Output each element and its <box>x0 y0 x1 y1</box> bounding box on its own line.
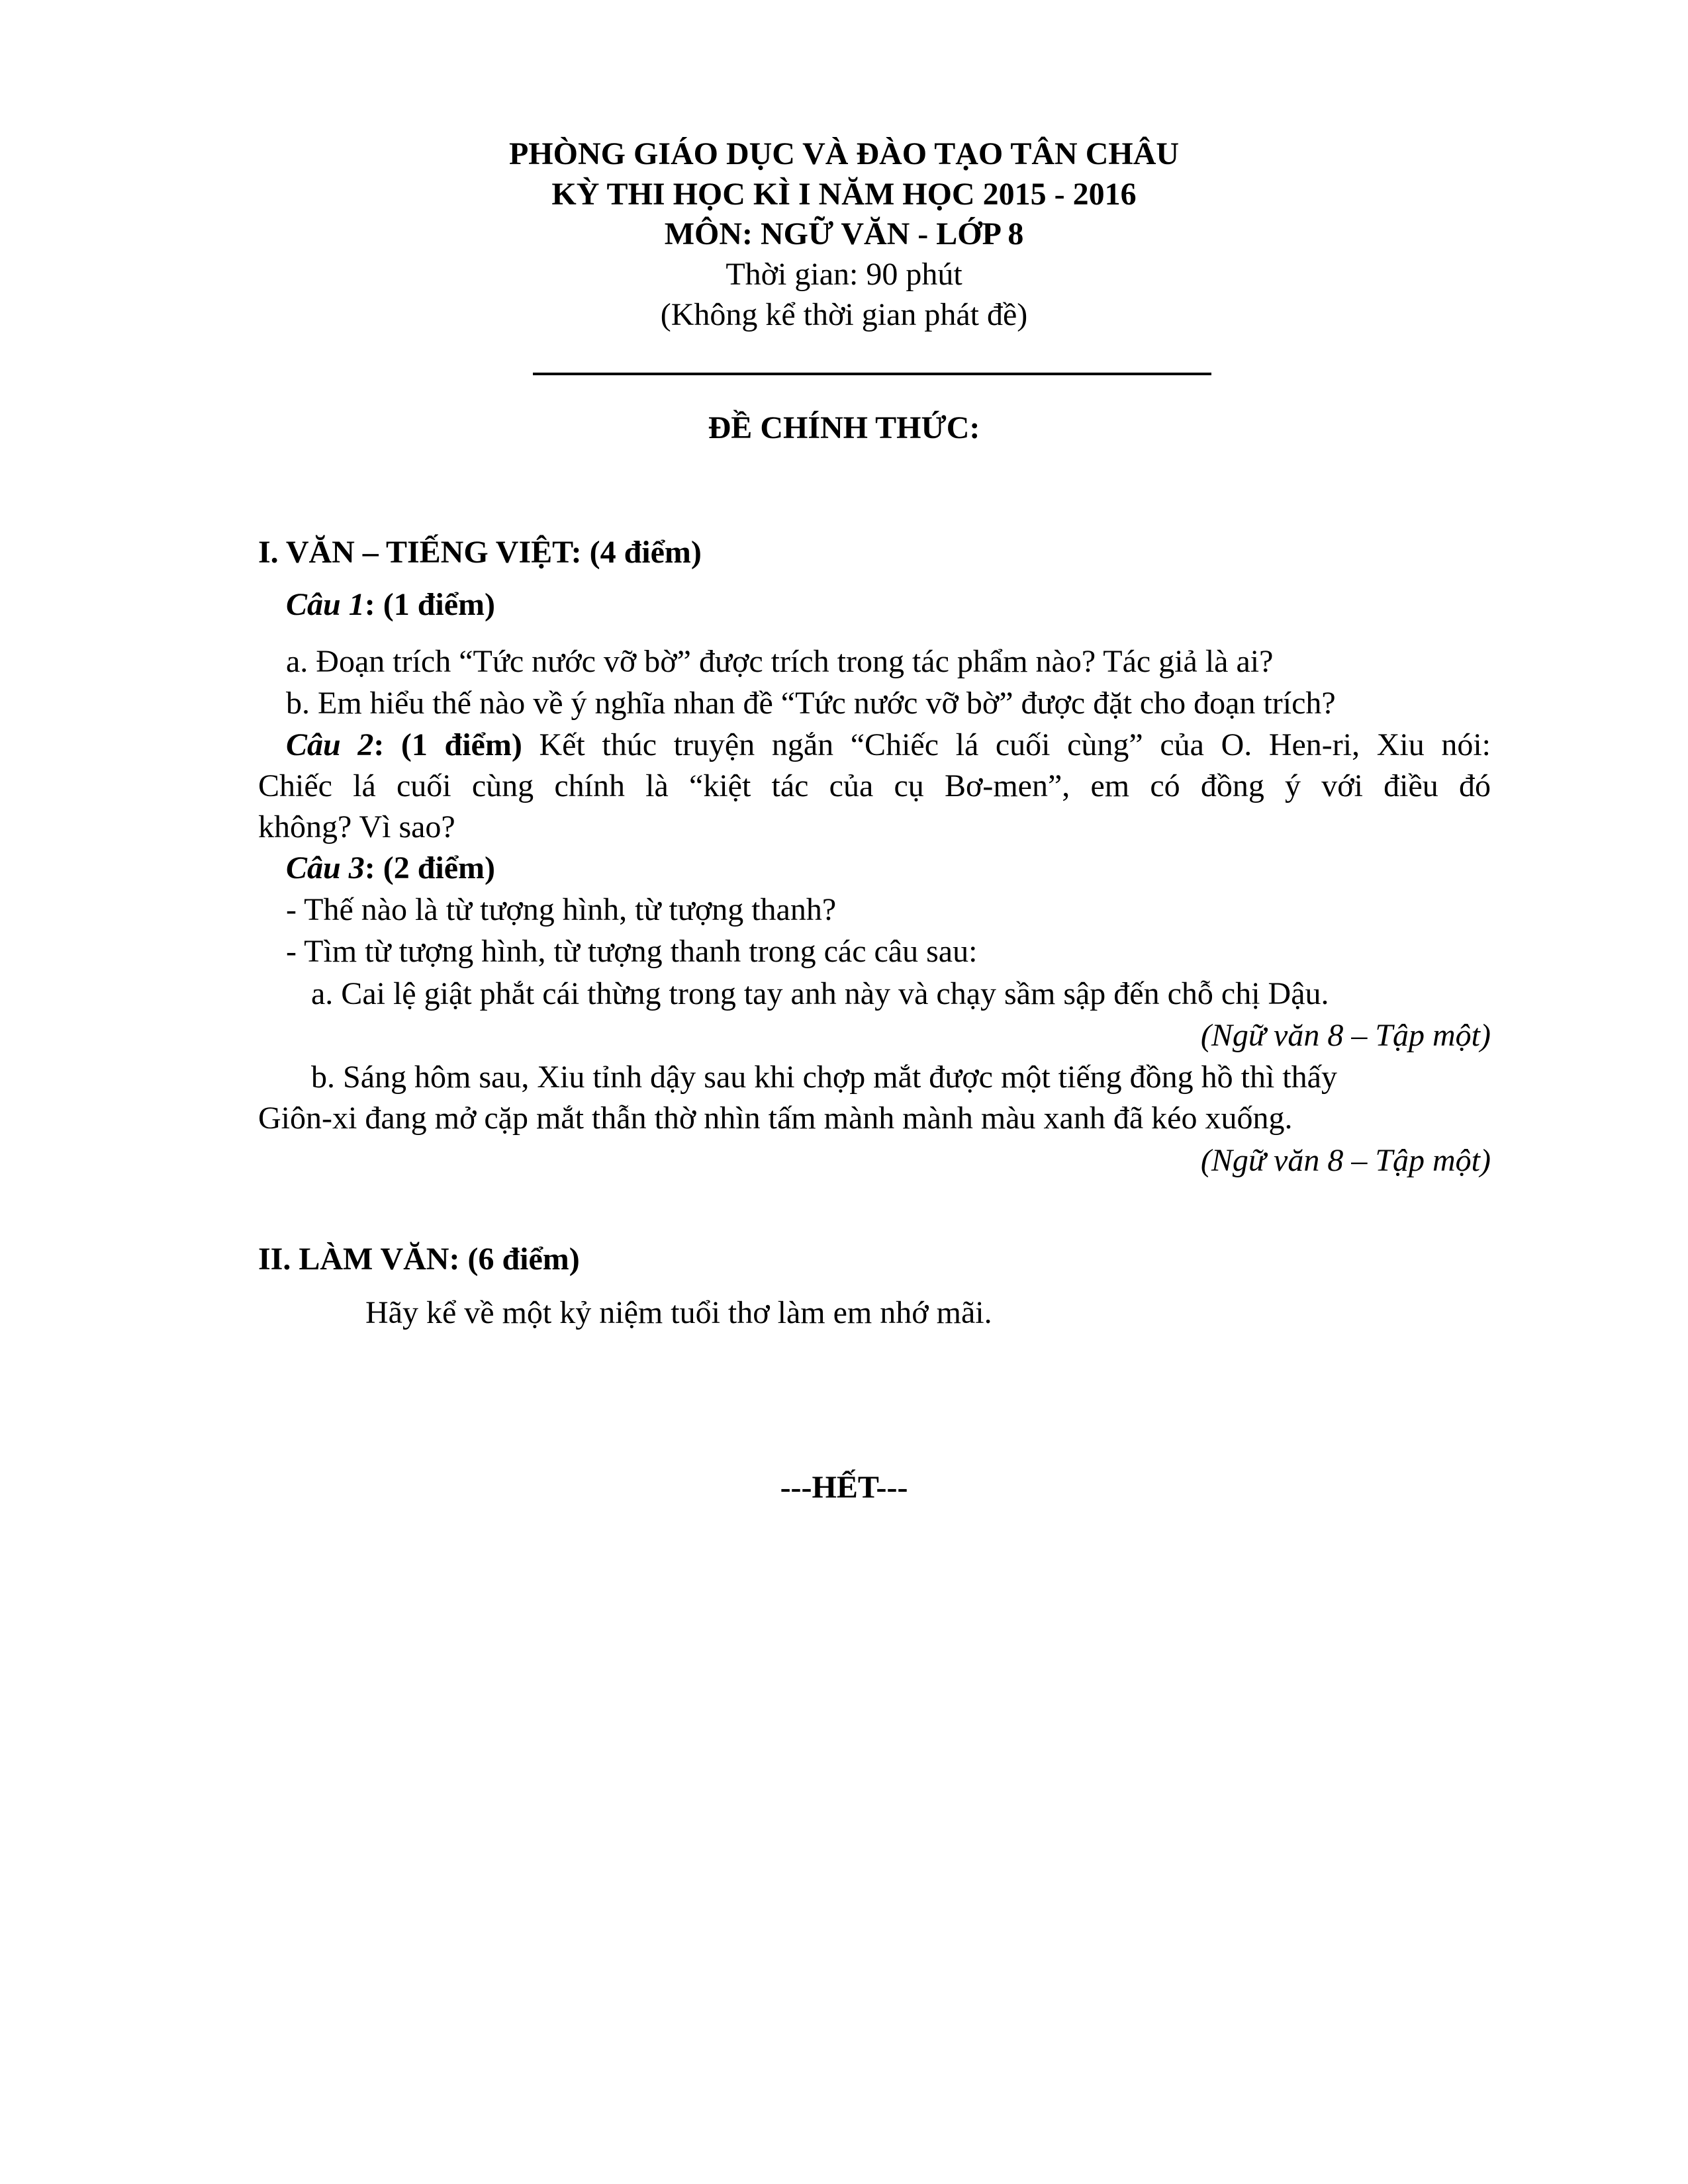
duration-note: (Không kể thời gian phát đề) <box>660 297 1028 332</box>
question-3-label: Câu 3 <box>286 850 365 886</box>
section-2-heading: II. LÀM VĂN: (6 điểm) <box>258 1242 580 1277</box>
essay-prompt: Hãy kể về một kỷ niệm tuổi thơ làm em nhớ mãi. <box>365 1295 992 1330</box>
question-3a: a. Cai lệ giật phắt cái thừng trong tay anh này và chạy sầm sập đến chỗ chị Dậu. <box>311 976 1329 1011</box>
question-2-label: Câu 2 <box>286 727 374 762</box>
question-3-heading <box>286 848 495 888</box>
question-2-text-1: Kết thúc truyện ngắn “Chiếc lá cuối cùng” của O. Hen-ri, Xiu nói: <box>522 727 1491 762</box>
question-2-points: : (1 điểm) <box>373 727 522 762</box>
question-3-points: : (2 điểm) <box>364 850 495 886</box>
question-3-item-1: - Thế nào là từ tượng hình, từ tượng thanh? <box>286 892 837 927</box>
question-1-heading <box>286 585 495 625</box>
subject-title: MÔN: NGỮ VĂN - LỚP 8 <box>664 216 1024 251</box>
department-title: PHÒNG GIÁO DỤC VÀ ĐÀO TẠO TÂN CHÂU <box>508 136 1180 171</box>
question-3b-source: (Ngữ văn 8 – Tập một) <box>1200 1143 1491 1178</box>
question-1a: a. Đoạn trích “Tức nước vỡ bờ” được trích trong tác phẩm nào? Tác giả là ai? <box>286 644 1274 679</box>
question-1-label: Câu 1 <box>286 587 365 622</box>
question-2-line-3: không? Vì sao? <box>258 809 455 844</box>
question-1-points: : (1 điểm) <box>364 587 495 622</box>
question-3-item-2: - Tìm từ tượng hình, từ tượng thanh trong các câu sau: <box>286 934 978 969</box>
exam-duration: Thời gian: 90 phút <box>726 257 962 292</box>
question-2-line-1 <box>258 725 1491 766</box>
end-marker: ---HẾT--- <box>780 1470 908 1505</box>
question-3b-line-2: Giôn-xi đang mở cặp mắt thẫn thờ nhìn tấm mành mành màu xanh đã kéo xuống. <box>258 1101 1293 1136</box>
question-3a-source: (Ngữ văn 8 – Tập một) <box>1200 1018 1491 1053</box>
question-2-block <box>258 725 1491 848</box>
exam-title: KỲ THI HỌC KÌ I NĂM HỌC 2015 - 2016 <box>551 177 1137 212</box>
section-1-heading: I. VĂN – TIẾNG VIỆT: (4 điểm) <box>258 535 702 570</box>
question-3b-line-1: b. Sáng hôm sau, Xiu tỉnh dậy sau khi chợp mắt được một tiếng đồng hồ thì thấy <box>311 1060 1337 1095</box>
question-2-line-2: Chiếc lá cuối cùng chính là “kiệt tác của cụ Bơ-men”, em có đồng ý với điều đó <box>258 768 1491 803</box>
official-label: ĐỀ CHÍNH THỨC: <box>708 410 980 445</box>
header-divider <box>533 373 1211 375</box>
question-1b: b. Em hiểu thế nào về ý nghĩa nhan đề “Tức nước vỡ bờ” được đặt cho đoạn trích? <box>286 686 1336 721</box>
